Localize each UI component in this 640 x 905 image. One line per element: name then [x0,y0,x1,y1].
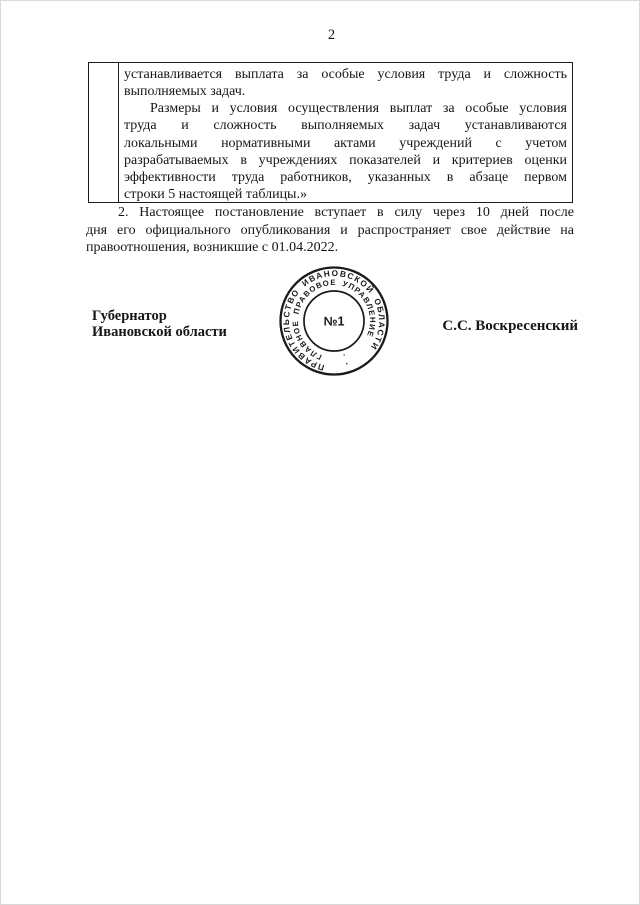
paragraph-line: дня его официального опубликования и распространяет свое действие на [86,222,574,238]
stamp-outer-separator-dot: · [344,358,350,369]
table-fragment [88,62,573,203]
page-number: 2 [327,27,336,43]
table-cell-line: локальными нормативными актами учреждений с учетом [124,135,567,151]
table-cell-line: устанавливается выплата за особые условия труда и сложность [124,66,567,82]
official-stamp [269,256,399,386]
stamp-center-number: №1 [323,314,345,329]
table-cell-line: эффективности труда работников, указанных в абзаце первом [124,170,567,185]
table-cell-line: Размеры и условия осуществления выплат за особые условия [150,101,567,116]
table-cell-line: разрабатываемых в учреждениях показателей и критериев оценки [124,152,567,168]
table-cell-line: строки 5 настоящей таблицы.» [124,187,307,203]
signature-name: С.С. Воскресенский [442,318,578,334]
signature-title [92,308,227,340]
table-text-cell [119,63,572,202]
closing-paragraph [86,204,574,257]
stamp-outer-ring-text: ПРАВИТЕЛЬСТВО ИВАНОВСКОЙ ОБЛАСТИ [280,267,388,373]
table-row-number-cell [89,63,119,202]
table-cell-line: выполняемых задач. [124,83,246,99]
table-cell-line: труда и сложность выполняемых задач устанавливаются [124,118,567,134]
stamp-inner-separator-dot: · [341,350,347,360]
signature-title-line: Ивановской области [92,324,227,341]
paragraph-line: 2. Настоящее постановление вступает в силу через 10 дней после [118,205,574,220]
signature-title-line: Губернатор [92,308,167,324]
paragraph-line: правоотношения, возникшие с 01.04.2022. [86,240,339,256]
stamp-inner-ring-text: ГЛАВНОЕ ПРАВОВОЕ УПРАВЛЕНИЕ [290,277,378,362]
